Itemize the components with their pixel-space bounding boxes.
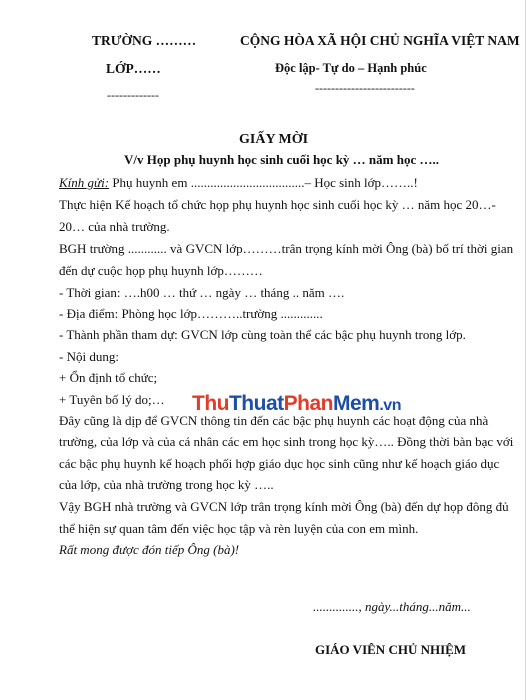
motto: Độc lập- Tự do – Hạnh phúc [275, 61, 427, 75]
watermark-part: .vn [379, 397, 401, 414]
body-line: trường, của lớp và của cá nhân các em học sinh trong học kỳ….. Đồng thời bàn bạc với [59, 434, 514, 449]
document-title: GIẤY MỜI [239, 132, 309, 147]
body-line: các bậc phụ huynh kế hoạch phối hợp giáo dục học sinh cũng như kế hoạch giáo dục [59, 456, 500, 471]
watermark-part: Mem [332, 392, 380, 415]
body-line: Đây cũng là dịp để GVCN thông tin đến các bậc phụ huynh các hoạt động của nhà [59, 413, 489, 428]
document-subtitle: V/v Họp phụ huynh học sinh cuối học kỳ … năm học ….. [124, 152, 439, 167]
greeting-text: Phụ huynh em ...................................– Học sinh lớp……..! [109, 175, 418, 190]
class-name: LỚP…… [106, 61, 161, 76]
body-line: của lớp, của nhà trường trong học kỳ ….. [59, 477, 274, 492]
body-line: - Thời gian: ….h00 … thứ … ngày … tháng .. năm …. [59, 285, 345, 300]
greeting-line [59, 175, 418, 191]
republic-heading: CỘNG HÒA XÃ HỘI CHỦ NGHĨA VIỆT NAM [240, 33, 520, 48]
signature-title: GIÁO VIÊN CHỦ NHIỆM [315, 642, 467, 657]
watermark-logo [192, 392, 401, 416]
watermark-part: Thu [192, 392, 229, 415]
body-line: - Địa điểm: Phòng học lớp………..trường ............. [59, 306, 323, 321]
body-line: + Tuyên bố lý do;… [59, 392, 165, 407]
school-name: TRƯỜNG ……… [92, 33, 197, 48]
body-line: - Thành phần tham dự: GVCN lớp cùng toàn thể các bậc phụ huynh trong lớp. [59, 327, 466, 342]
body-line: + Ổn định tổ chức; [59, 370, 158, 385]
date-line: .............., ngày...tháng...năm... [313, 599, 471, 614]
watermark-part: Phan [283, 392, 333, 415]
right-rule: ------------------------- [315, 81, 415, 95]
body-line: thể hiện sự quan tâm đến việc học tập và rèn luyện của con em mình. [59, 521, 419, 536]
body-line: Vậy BGH nhà trường và GVCN lớp trân trọng kính mời Ông (bà) đến dự họp đông đủ [59, 499, 509, 514]
body-line: đến dự cuộc họp phụ huynh lớp……… [59, 263, 263, 278]
body-line: - Nội dung: [59, 349, 119, 364]
greeting-label: Kính gửi: [59, 175, 110, 190]
body-line: 20… của nhà trường. [59, 219, 170, 234]
left-rule: ------------- [107, 88, 159, 102]
watermark-part: Thuat [228, 392, 284, 415]
closing-line: Rất mong được đón tiếp Ông (bà)! [59, 542, 240, 557]
body-line: BGH trường ............ và GVCN lớp………trân trọng kính mời Ông (bà) bố trí thời gian [59, 241, 514, 256]
body-line: Thực hiện Kế hoạch tổ chức họp phụ huynh học sinh cuối học kỳ … năm học 20…- [59, 197, 496, 212]
